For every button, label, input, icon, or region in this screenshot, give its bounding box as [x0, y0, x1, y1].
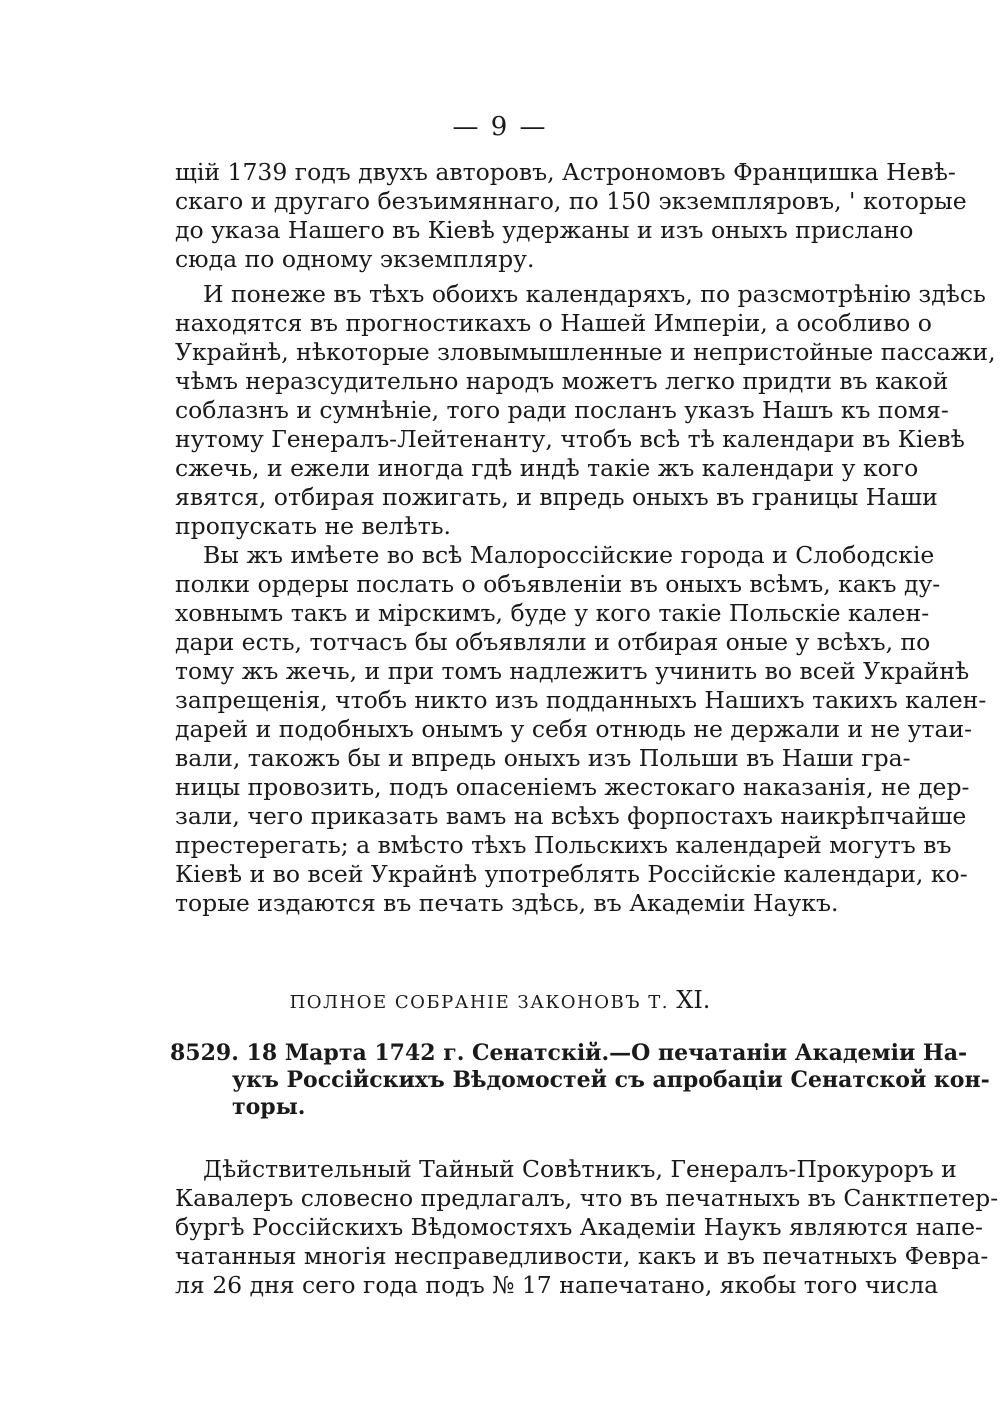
text-line: полки ордеры послать о объявленіи въ оныхъ всѣмъ, какъ ду-: [175, 570, 941, 598]
text-line: вали, такожъ бы и впредь оныхъ изъ Польши въ Наши гра-: [175, 744, 911, 772]
text-line: ховнымъ такъ и мірскимъ, буде у кого такіе Польскіе кален-: [175, 599, 930, 627]
text-line: престерегать; а вмѣсто тѣхъ Польскихъ календарей могутъ въ: [175, 831, 952, 859]
entry-line: торы.: [232, 1094, 306, 1120]
text-line: запрещенія, чтобъ никто изъ подданныхъ Нашихъ такихъ кален-: [175, 686, 987, 714]
text-line: Дѣйствительный Тайный Совѣтникъ, Генералъ-Прокуроръ и: [203, 1155, 957, 1183]
text-line: явятся, отбирая пожигать, и впредь оныхъ въ границы Наши: [175, 483, 938, 511]
text-line: соблазнъ и сумнѣніе, того ради посланъ указъ Нашъ къ помя-: [175, 396, 949, 424]
text-line: чатанныя многія несправедливости, какъ и въ печатныхъ Февра-: [175, 1242, 989, 1270]
entry-line: укъ Россійскихъ Вѣдомостей съ апробаціи Сенатской кон-: [232, 1067, 990, 1093]
text-line: Украйнѣ, нѣкоторые зловымышленные и непристойные пассажи,: [175, 338, 996, 366]
text-line: тому жъ жечь, и при томъ надлежитъ учинить во всей Украйнѣ: [175, 657, 970, 685]
text-line: Кавалеръ словесно предлагалъ, что въ печатныхъ въ Санктпетер-: [175, 1184, 999, 1212]
text-line: зали, чего приказать вамъ на всѣхъ форпостахъ наикрѣпчайше: [175, 802, 967, 830]
paragraph-decree: [175, 1155, 999, 1300]
text-line: находятся въ прогностикахъ о Нашей Имперіи, а особливо о: [175, 309, 932, 337]
text-line: И понеже въ тѣхъ обоихъ календаряхъ, по разсмотрѣнію здѣсь: [203, 280, 986, 308]
text-line: ля 26 дня сего года подъ № 17 напечатано, якобы того числа: [175, 1271, 939, 1299]
text-line: бургѣ Россійскихъ Вѣдомостяхъ Академіи Наукъ являются напе-: [175, 1213, 983, 1241]
text-line: ницы провозить, подъ опасеніемъ жестокаго наказанія, не дер-: [175, 773, 970, 801]
text-line: пропускать не велѣть.: [175, 512, 452, 540]
text-line: дарей и подобныхъ онымъ у себя отнюдь не держали и не утаи-: [175, 715, 973, 743]
section-heading: [0, 986, 1000, 1014]
text-line: сюда по одному экземпляру.: [175, 245, 535, 273]
text-line: Кіевѣ и во всей Украйнѣ употреблять Россійскіе календари, ко-: [175, 860, 968, 888]
text-line: Вы жъ имѣете во всѣ Малороссійские города и Слободскіе: [203, 541, 935, 569]
text-line: скаго и другаго безъимяннаго, по 150 экземпляровъ, ' которые: [175, 187, 967, 215]
paragraph-calendars: [175, 280, 996, 541]
section-heading-text: ПОЛНОЕ СОБРАНІЕ ЗАКОНОВЪ Т.: [289, 992, 669, 1013]
paragraph-continuation: [175, 158, 967, 274]
text-line: щій 1739 годъ двухъ авторовъ, Астрономовъ Францишка Невѣ-: [175, 158, 956, 186]
paragraph-orders: [175, 541, 987, 918]
text-line: до указа Нашего въ Кіевѣ удержаны и изъ оныхъ прислано: [175, 216, 914, 244]
text-line: торые издаются въ печать здѣсь, въ Академіи Наукъ.: [175, 889, 839, 917]
law-entry-heading: [170, 1040, 990, 1121]
text-line: сжечь, и ежели иногда гдѣ индѣ такіе жъ календари у кого: [175, 454, 919, 482]
text-line: чѣмъ неразсудительно народъ можетъ легко придти въ какой: [175, 367, 949, 395]
page-number: — 9 —: [452, 112, 548, 142]
text-line: дари есть, тотчасъ бы объявляли и отбирая оные у всѣхъ, по: [175, 628, 931, 656]
text-line: нутому Генералъ-Лейтенанту, чтобъ всѣ тѣ календари въ Кіевѣ: [175, 425, 965, 453]
entry-line: 8529. 18 Марта 1742 г. Сенатскій.—О печатаніи Академіи На-: [170, 1040, 968, 1066]
section-heading-volume: XI.: [676, 986, 711, 1014]
